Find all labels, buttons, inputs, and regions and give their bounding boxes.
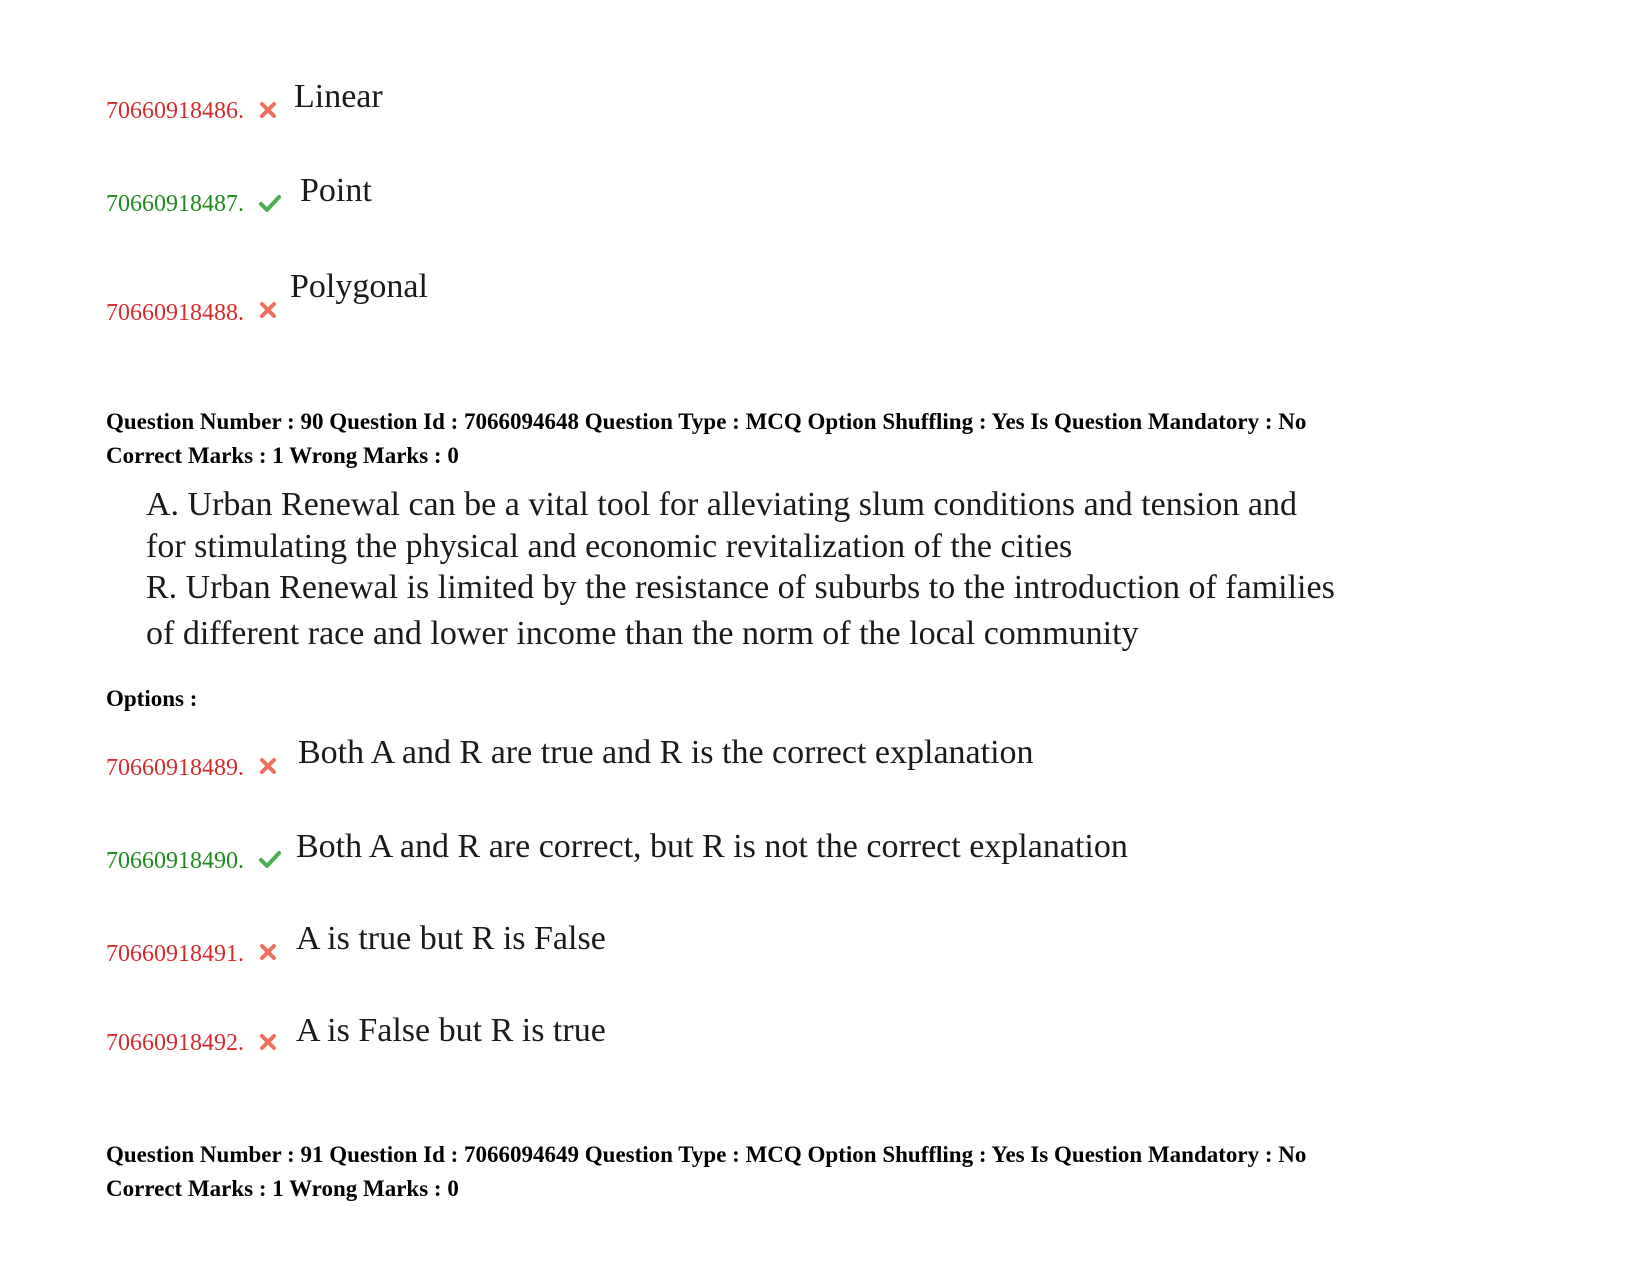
statement-line: for stimulating the physical and economic revitalization of the cities [146, 528, 1073, 565]
option-text: Polygonal [290, 268, 428, 305]
question-marks: Correct Marks : 1 Wrong Marks : 0 [106, 443, 459, 468]
statement-line: R. Urban Renewal is limited by the resistance of suburbs to the introduction of families [146, 569, 1335, 606]
question-header [106, 1138, 1306, 1206]
question-marks: Correct Marks : 1 Wrong Marks : 0 [106, 1176, 459, 1201]
option-id: 70660918486. [106, 98, 244, 124]
option-text: A is true but R is False [296, 920, 606, 957]
question-meta: Question Number : 90 Question Id : 7066094648 Question Type : MCQ Option Shuffling : Yes Is Question Mandatory : No [106, 409, 1307, 434]
option-id: 70660918489. [106, 755, 244, 781]
options-label: Options : [106, 686, 198, 711]
option-id: 70660918490. [106, 848, 244, 874]
option-id: 70660918492. [106, 1030, 244, 1056]
cross-icon [258, 942, 278, 962]
option-id: 70660918491. [106, 941, 244, 967]
cross-icon [258, 100, 278, 120]
option-text: A is False but R is true [296, 1012, 606, 1049]
check-icon [258, 193, 282, 213]
check-icon [258, 849, 282, 869]
option-text: Both A and R are correct, but R is not the correct explanation [296, 828, 1128, 865]
question-header [106, 405, 1306, 473]
statement-line: A. Urban Renewal can be a vital tool for alleviating slum conditions and tension and [146, 486, 1297, 523]
option-text: Linear [294, 78, 383, 115]
option-id: 70660918488. [106, 300, 244, 326]
cross-icon [258, 756, 278, 776]
cross-icon [258, 1032, 278, 1052]
statement-line: of different race and lower income than the norm of the local community [146, 615, 1139, 652]
option-id: 70660918487. [106, 191, 244, 217]
question-meta: Question Number : 91 Question Id : 7066094649 Question Type : MCQ Option Shuffling : Yes Is Question Mandatory : No [106, 1142, 1307, 1167]
option-text: Point [300, 172, 372, 209]
option-text: Both A and R are true and R is the correct explanation [298, 734, 1034, 771]
cross-icon [258, 300, 278, 320]
